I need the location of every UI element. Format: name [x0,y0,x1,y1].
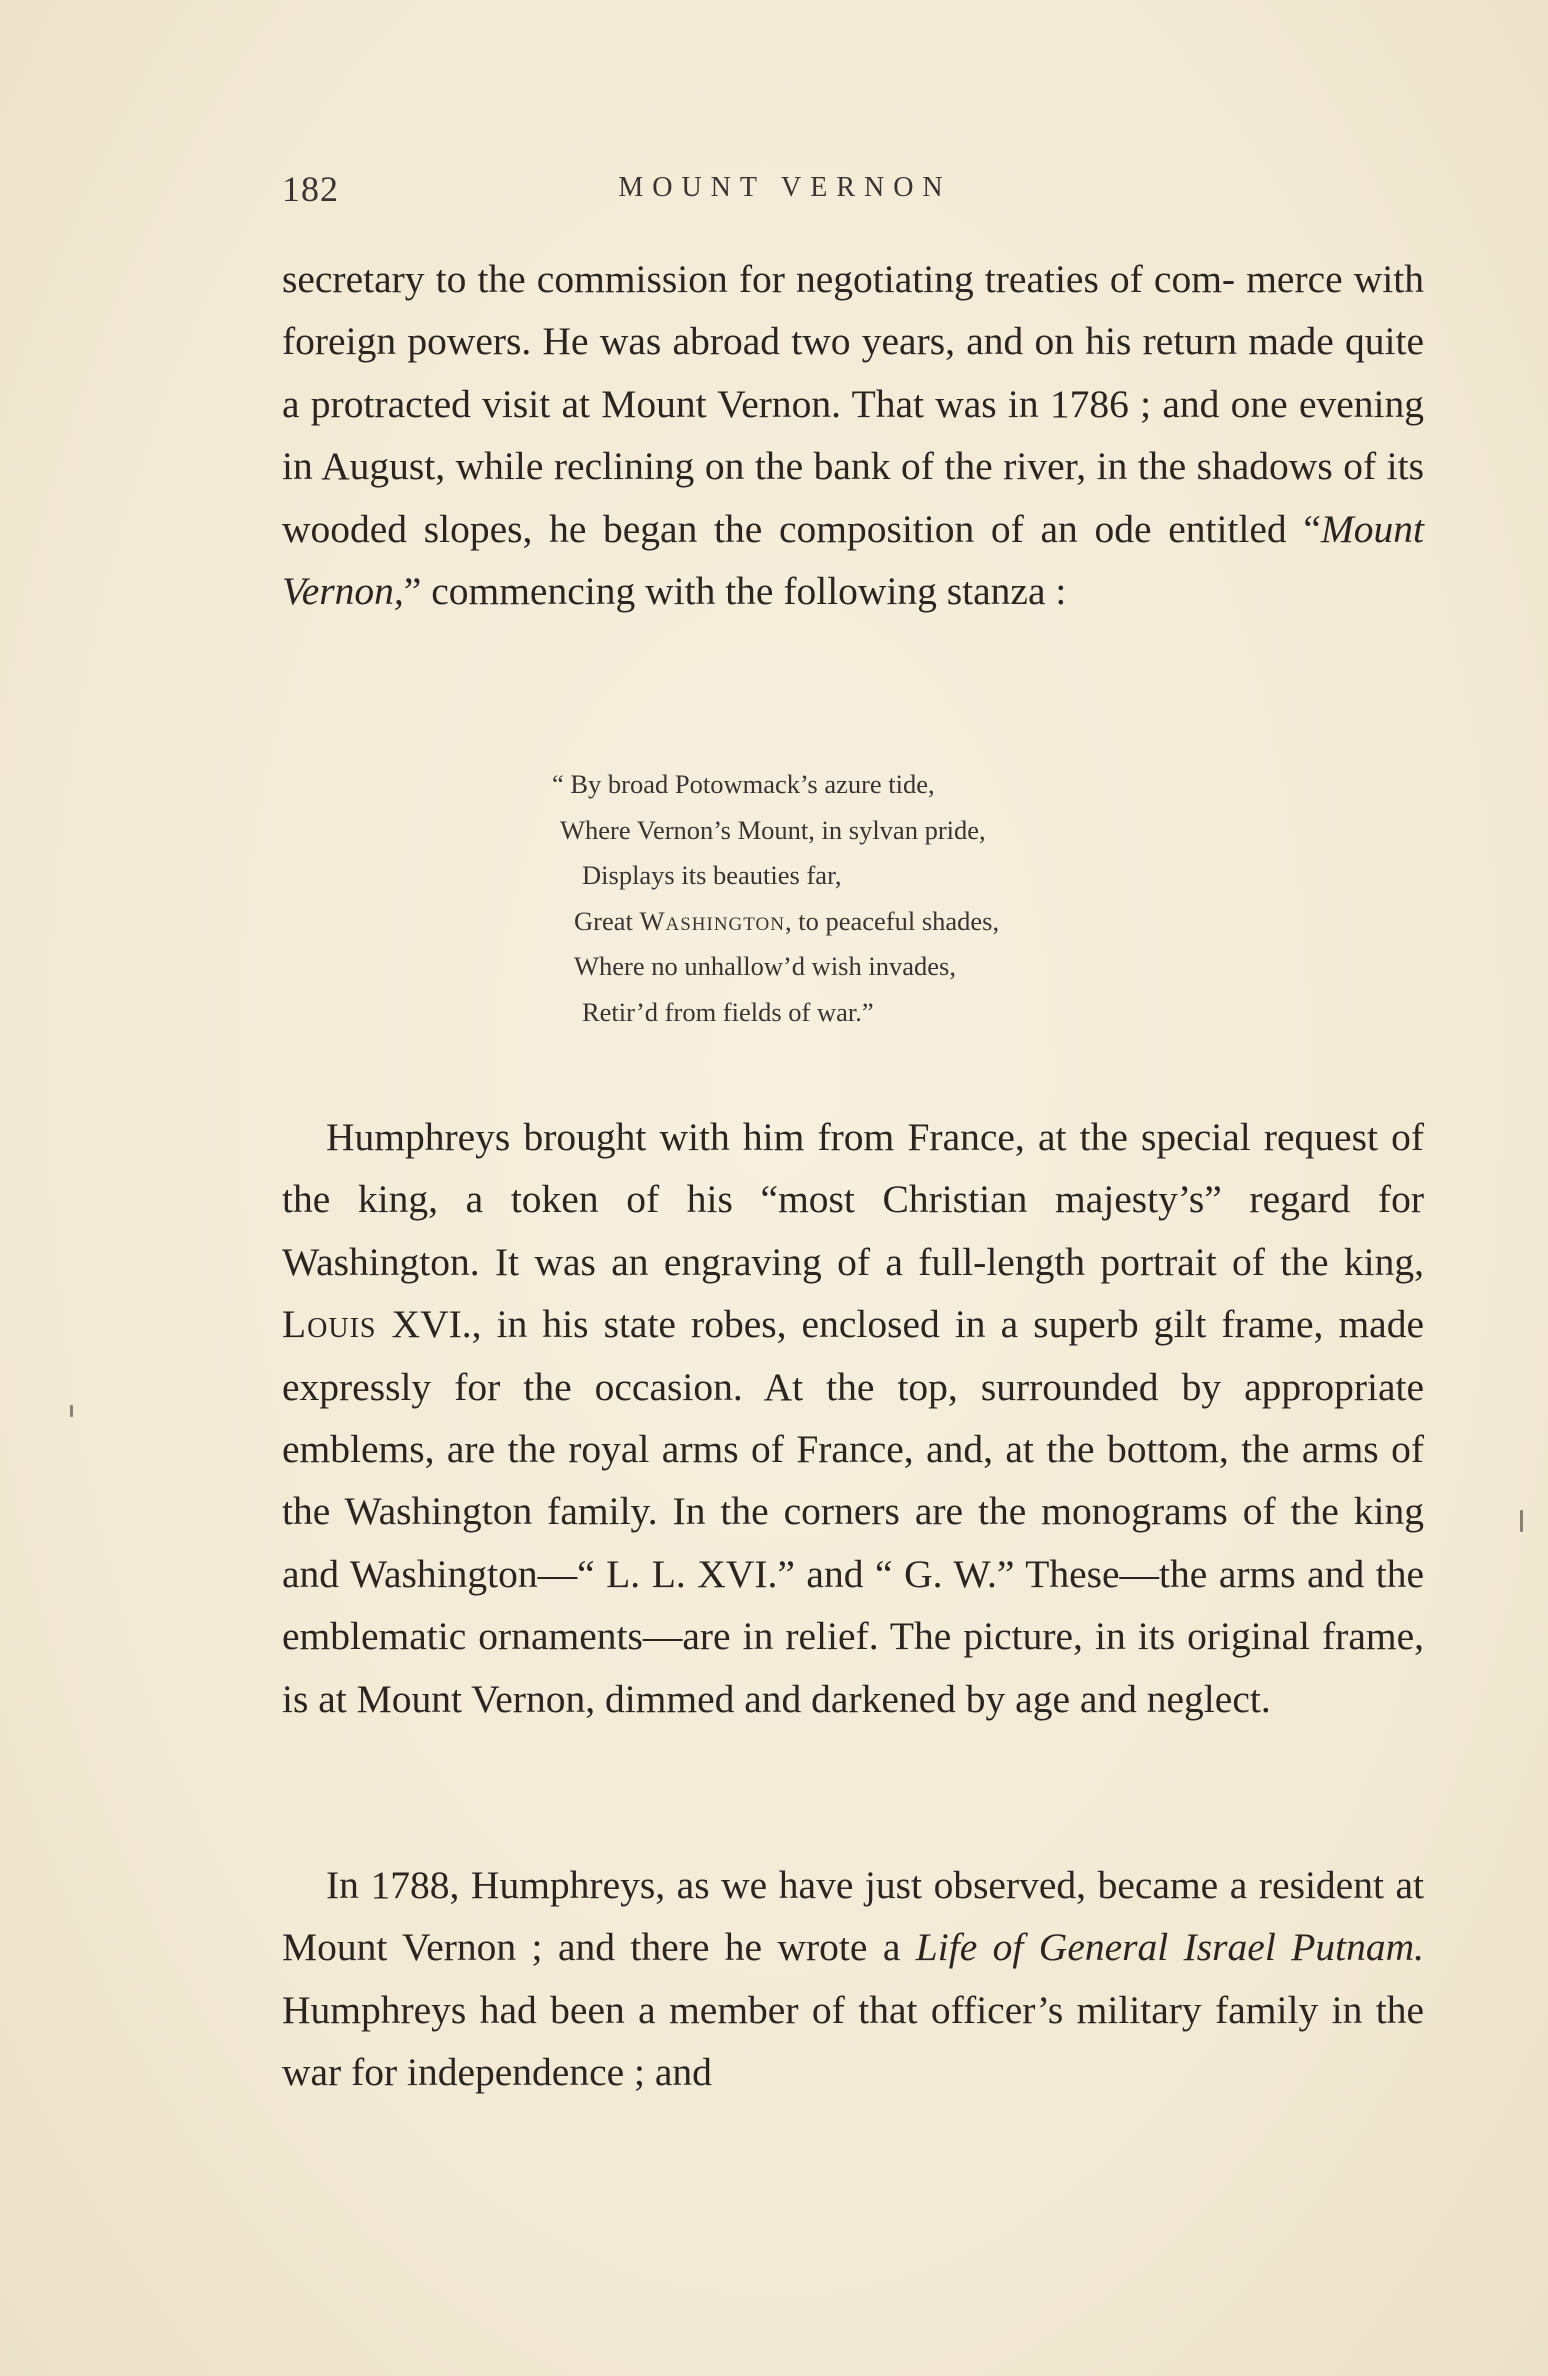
poem-line-6: Retir’d from fields of war.” [582,996,874,1027]
p3-text-b: Humphreys had been a member of that officer’s military family in the war for independence ; and [282,1987,1424,2095]
p1-line-2: merce with foreign powers. He was abroad two years, and [282,257,1424,364]
p1-line-1: secretary to the commission for negotiating treaties of com- [282,257,1236,301]
page-number: 182 [282,169,339,209]
putnam-title: Life of General Israel Putnam. [915,1925,1424,1970]
poem-line-1: “ By broad Potowmack’s azure tide, [552,769,935,799]
p3-text-a: In 1788, Humphreys, as we have just observed, became a resident at Mount Vernon ; and there he wrote a [282,1863,1424,1970]
paragraph-2 [282,1106,1424,1730]
paragraph-1 [282,248,1424,622]
poem-line-2: Where Vernon’s Mount, in sylvan pride, [560,814,986,845]
poem-stanza [552,762,999,1035]
p2-louis: Louis [282,1302,377,1347]
p2-text-b: XVI., in his state robes, enclosed in a superb gilt frame, made expressly for the occasion. At the top, surrounded by appropriate emblems, are the royal arms of France, and, at the bottom, the arms of the Washington family. In the corners are the monograms of the king and Washington—“ L. L. XVI.” and “ G. W.” These—the arms and the emblematic ornaments—are in relief. The picture, in its original frame, is at Mount Vernon, dimmed and darkened by age and neglect. [282,1302,1424,1721]
p1-line-6: he began the composition of an ode entitled “ [549,506,1321,551]
p1-line-5: on the bank of the river, in the shadows of its wooded slopes, [282,444,1425,551]
running-head: MOUNT VERNON [618,172,952,203]
poem-line-4-c: , to peaceful shades, [784,905,1000,936]
poem-line-4-a: Great [574,905,640,936]
p1-line-4: That was in 1786 ; and one evening in August, while reclining [282,381,1424,489]
ode-title-close-quote: ” [403,569,422,614]
paragraph-3 [282,1854,1424,2104]
poem-line-4 [552,899,999,945]
poem-line-5: Where no unhallow’d wish invades, [574,951,956,981]
p2-text-a: Humphreys brought with him from France, at the special request of the king, a token of his “most Christian majesty’s” regard for Washington. It was an engraving of a full-length portrait of the king, [282,1115,1424,1284]
paper-speck [70,1405,73,1417]
paper-speck [1520,1510,1523,1532]
page-header [282,168,1288,212]
p1-line-3: on his return made quite a protracted visit at Mount Vernon. [282,319,1425,426]
p1-line-7: commencing with the following stanza : [431,569,1067,614]
poem-line-3: Displays its beauties far, [582,860,842,890]
poem-line-4-washington: Washington [639,905,785,936]
ode-title: Mount Vernon, [282,506,1425,614]
